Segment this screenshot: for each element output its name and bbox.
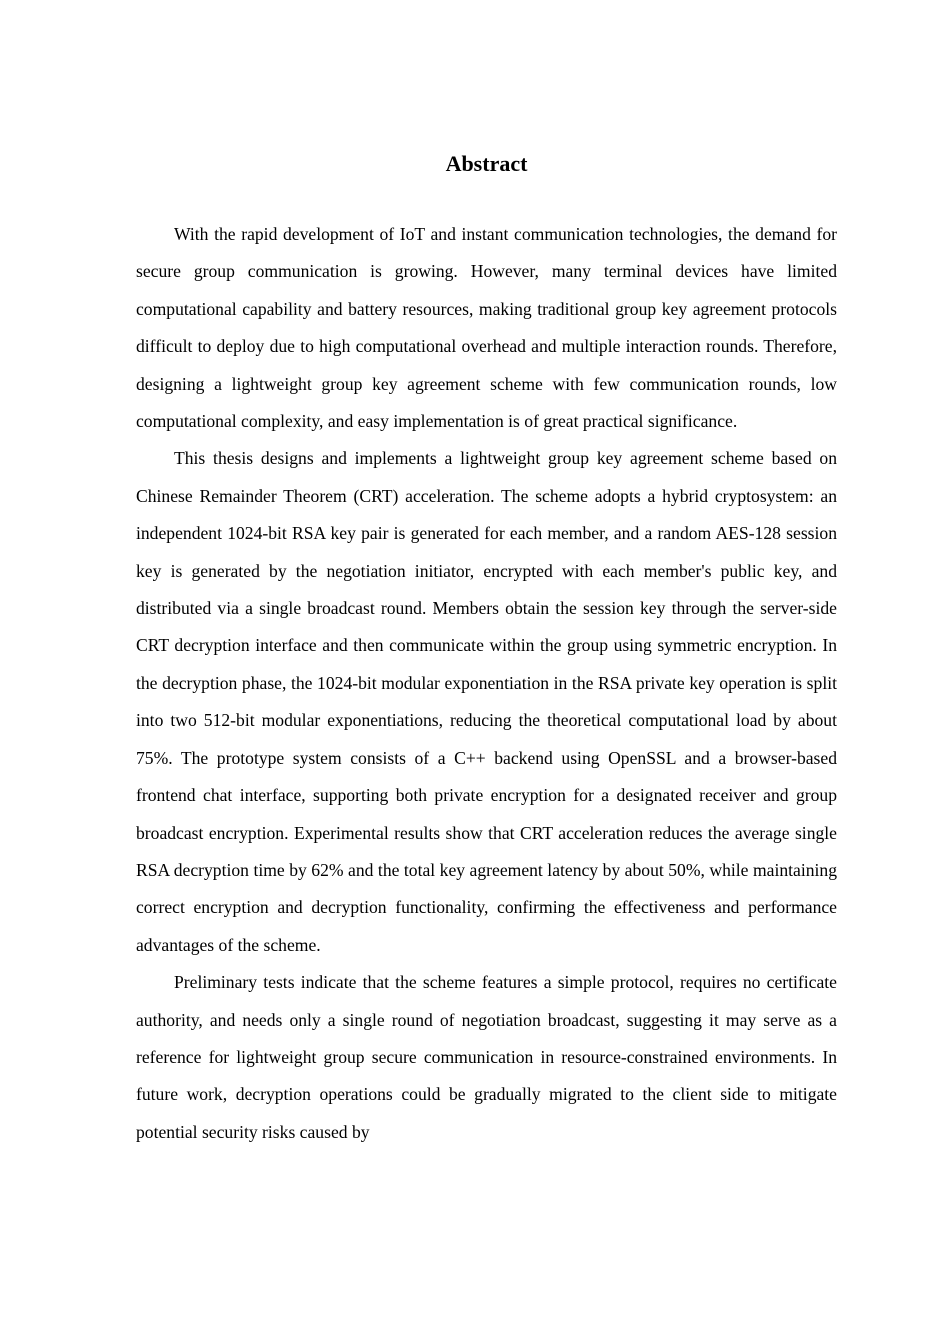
paragraph-2: This thesis designs and implements a lightweight group key agreement scheme based on Chinese Remainder Theorem (CRT) acceleration. The scheme adopts a hybrid cryptosystem: an independent 1024-bit RSA key pair is generated for each member, and a random AES-128 session key is generated by the negotiation initiator, encrypted with each member's public key, and distributed via a single broadcast round. Members obtain the session key through the server-side CRT decryption interface and then communicate within the group using symmetric encryption. In the decryption phase, the 1024-bit modular exponentiation in the RSA private key operation is split into two 512-bit modular exponentiations, reducing the theoretical computational load by about 75%. The prototype system consists of a C++ backend using OpenSSL and a browser-based frontend chat interface, supporting both private encryption for a designated receiver and group broadcast encryption. Experimental results show that CRT acceleration reduces the average single RSA decryption time by 62% and the total key agreement latency by about 50%, while maintaining correct encryption and decryption functionality, confirming the effectiveness and performance advantages of the scheme. (136, 448, 837, 955)
paragraph-1: With the rapid development of IoT and instant communication technologies, the demand for secure group communication is growing. However, many terminal devices have limited computational capability and battery resources, making traditional group key agreement protocols difficult to deploy due to high computational overhead and multiple interaction rounds. Therefore, designing a lightweight group key agreement scheme with few communication rounds, low computational complexity, and easy implementation is of great practical significance. (136, 224, 837, 432)
page-title: Abstract (445, 151, 528, 176)
abstract-body (136, 216, 837, 1151)
paragraph-3: Preliminary tests indicate that the scheme features a simple protocol, requires no certificate authority, and needs only a single round of negotiation broadcast, suggesting it may serve as a reference for lightweight group secure communication in resource-constrained environments. In future work, decryption operations could be gradually migrated to the client side to mitigate potential security risks caused by (136, 972, 837, 1142)
